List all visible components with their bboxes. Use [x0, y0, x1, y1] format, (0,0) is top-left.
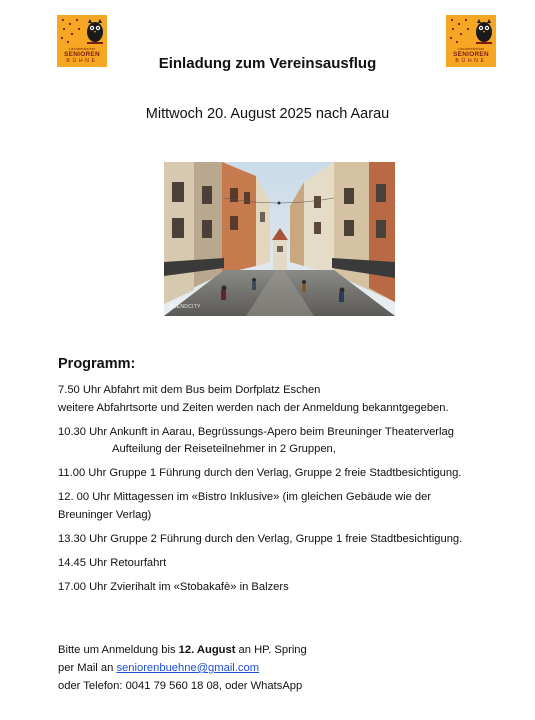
program-heading: Programm: [58, 356, 136, 372]
registration-text: an HP. Spring [235, 644, 307, 656]
logo-small-text: Liechtensteiner [457, 47, 485, 51]
logo-sub-text: BÜHNE [455, 58, 487, 64]
program-line: 7.50 Uhr Abfahrt mit dem Bus beim Dorfplatz Eschen [58, 384, 321, 396]
registration-date: 12. August [178, 644, 236, 656]
program-line: weitere Abfahrtsorte und Zeiten werden nach der Anmeldung bekanntgegeben. [58, 402, 449, 414]
registration-line-phone: oder Telefon: 0041 79 560 18 08, oder WhatsApp [58, 680, 303, 692]
program-line: 17.00 Uhr Zvierihalt im «Stobakafè» in Balzers [58, 581, 289, 593]
program-line: 11.00 Uhr Gruppe 1 Führung durch den Verlag, Gruppe 2 freie Stadtbesichtigung. [58, 467, 462, 479]
email-link[interactable]: seniorenbuehne@gmail.com [116, 662, 260, 674]
logo-sub-text: BÜHNE [66, 58, 98, 64]
registration-text: Bitte um Anmeldung bis [58, 644, 179, 656]
logo-main-text: SENIOREN [64, 51, 100, 58]
page-subtitle: Mittwoch 20. August 2025 nach Aarau [145, 106, 390, 122]
logo-small-text: Liechtensteiner [68, 47, 96, 51]
photo-watermark: BLENDCITY [170, 304, 201, 310]
program-line: Breuninger Verlag) [58, 509, 152, 521]
program-line: 10.30 Uhr Ankunft in Aarau, Begrüssungs-Apero beim Breuninger Theaterverlag [58, 426, 454, 438]
logo-main-text: SENIOREN [453, 51, 489, 58]
program-line: 14.45 Uhr Retourfahrt [58, 557, 167, 569]
program-line: Aufteilung der Reiseteilnehmer in 2 Gruppen, [112, 443, 336, 455]
program-line: 13.30 Uhr Gruppe 2 Führung durch den Verlag, Gruppe 1 freie Stadtbesichtigung. [58, 533, 463, 545]
registration-text: per Mail an [58, 662, 117, 674]
page-title: Einladung zum Vereinsausflug [158, 55, 377, 72]
old-town-street-photo [164, 162, 395, 316]
registration-line-deadline [58, 643, 307, 658]
registration-line-mail [58, 661, 259, 676]
program-line: 12. 00 Uhr Mittagessen im «Bistro Inklusive» (im gleichen Gebäude wie der [58, 491, 432, 503]
